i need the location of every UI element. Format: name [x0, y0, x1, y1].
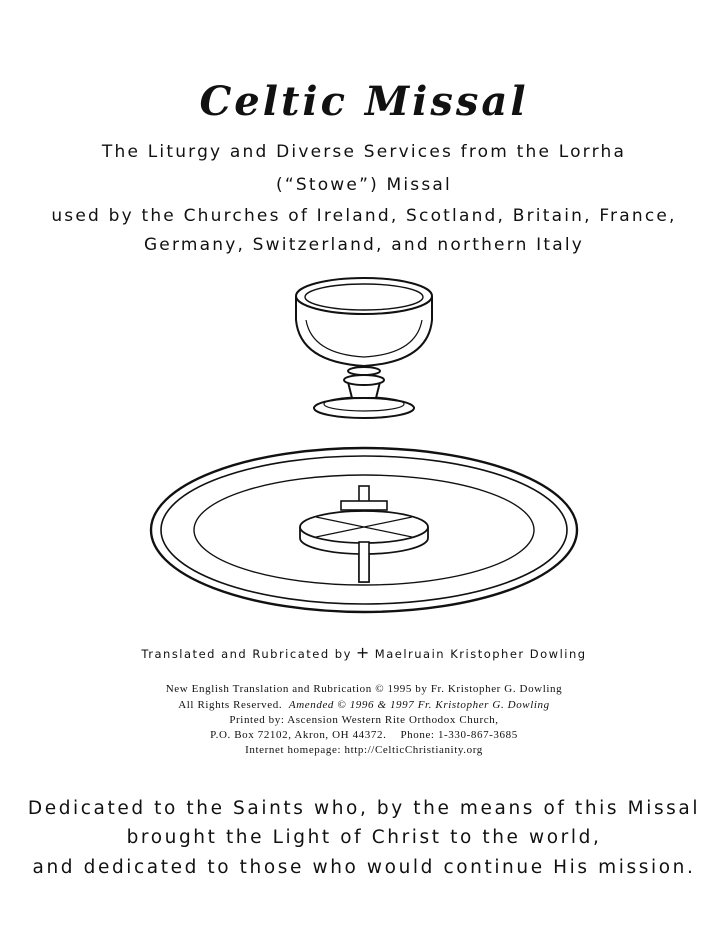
page-title: Celtic Missal [199, 78, 529, 125]
chalice-icon [296, 278, 432, 418]
translator-prefix: Translated and Rubricated by [141, 647, 352, 661]
address-line [0, 729, 728, 741]
postal-address: P.O. Box 72102, Akron, OH 44372. [210, 729, 387, 741]
amended-note: Amended © 1996 & 1997 Fr. Kristopher G. Dowling [288, 699, 550, 711]
subtitle-line-1: The Liturgy and Diverse Services from the Lorrha [101, 142, 627, 162]
dedication-line-1: Dedicated to the Saints who, by the means of this Missal [27, 798, 701, 819]
copyright-line-1: New English Translation and Rubrication © 1995 by Fr. Kristopher G. Dowling [165, 683, 563, 695]
homepage-line: Internet homepage: http://CelticChristianity.org [245, 744, 483, 756]
host-icon [300, 511, 428, 582]
dedication-line-2: brought the Light of Christ to the world, [126, 827, 602, 848]
subtitle-line-3: used by the Churches of Ireland, Scotland, Britain, France, [51, 206, 677, 226]
subtitle-line-2: (“Stowe”) Missal [276, 175, 452, 195]
translator-name: Maelruain Kristopher Dowling [374, 647, 587, 661]
dedication-line-3: and dedicated to those who would continue His mission. [32, 857, 696, 878]
copyright-line-2 [0, 699, 728, 711]
printer-line: Printed by: Ascension Western Rite Orthodox Church, [229, 714, 499, 726]
cross-glyph: + [355, 643, 371, 662]
rights-reserved: All Rights Reserved. [178, 699, 283, 711]
phone-number: Phone: 1-330-867-3685 [400, 729, 518, 741]
subtitle-line-4: Germany, Switzerland, and northern Italy [143, 235, 585, 255]
translator-credit [0, 643, 728, 662]
